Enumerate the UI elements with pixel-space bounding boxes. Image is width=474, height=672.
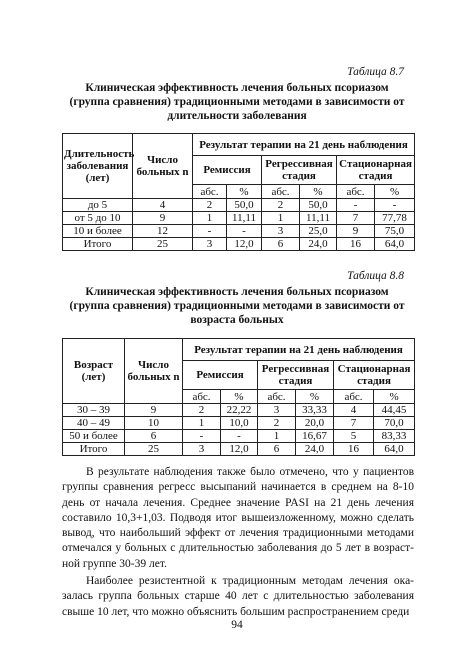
cell-c5: 70,0: [374, 417, 415, 430]
table-2-abs-1: абс.: [183, 390, 221, 404]
table-row: [63, 212, 415, 225]
cell-c5: 77,78: [375, 212, 415, 225]
cell-label: от 5 до 10: [63, 212, 133, 225]
cell-c4: 16: [337, 238, 375, 251]
table-1-title: Клиническая эффективность лечения больных псориазом (группа сравнения) традиционными методами в зависимости от длительности заболевания: [69, 82, 405, 122]
table-2-pct-2: %: [296, 390, 334, 404]
cell-label: Итого: [63, 238, 133, 251]
cell-c2: 1: [258, 430, 296, 443]
table-row: [63, 443, 415, 456]
table-2-number: Таблица 8.8: [347, 270, 404, 282]
text-line: ной группе 30-39 лет.: [62, 557, 167, 570]
table-2: [62, 338, 415, 456]
table-1-pct-2: %: [300, 185, 337, 199]
cell-c0: 2: [193, 199, 227, 212]
cell-c3: 11,11: [300, 212, 337, 225]
cell-c4: 5: [334, 430, 374, 443]
cell-c4: 4: [334, 404, 374, 417]
text-line: В результате наблюдения также было отмечено, что у пациентов: [86, 466, 414, 478]
cell-c4: 7: [334, 417, 374, 430]
table-2-header-count: Число больных n: [125, 339, 183, 404]
table-row: [63, 404, 415, 417]
cell-n: 4: [133, 199, 193, 212]
cell-c3: 16,67: [296, 430, 334, 443]
cell-label: до 5: [63, 199, 133, 212]
text-line: Наиболее резистентной к традиционным методам лечения ока-: [86, 575, 414, 587]
table-2-header-regress: Регрессивная стадия: [258, 361, 334, 390]
table-row: [63, 238, 415, 251]
cell-label: 40 – 49: [63, 417, 125, 430]
cell-c5: 83,33: [374, 430, 415, 443]
table-2-abs-3: абс.: [334, 390, 374, 404]
table-2-header-remission: Ремиссия: [183, 361, 258, 390]
cell-n: 25: [133, 238, 193, 251]
cell-c4: 9: [337, 225, 375, 238]
body-paragraph-2: [62, 574, 414, 620]
cell-c1: -: [227, 225, 262, 238]
cell-n: 10: [125, 417, 183, 430]
table-1-pct-3: %: [375, 185, 415, 199]
cell-c5: 64,0: [374, 443, 415, 456]
cell-c5: 44,45: [374, 404, 415, 417]
cell-c4: -: [337, 199, 375, 212]
table-row: [63, 199, 415, 212]
cell-c3: 24,0: [296, 443, 334, 456]
cell-c2: 3: [262, 225, 300, 238]
table-2-header-stationary: Стационарная стадия: [334, 361, 415, 390]
cell-c0: 1: [193, 212, 227, 225]
table-2-header-age: Возраст (лет): [63, 339, 125, 404]
text-line: группы сравнения регресс высыпаний начинается в среднем на 8-10: [62, 481, 414, 494]
text-line: отмечался у больных с длительностью заболевания до 5 лет в возраст-: [62, 542, 414, 555]
cell-label: Итого: [63, 443, 125, 456]
body-paragraph-1: [62, 465, 414, 572]
table-1-abs-3: абс.: [337, 185, 375, 199]
cell-c2: 3: [258, 404, 296, 417]
cell-c0: 3: [183, 443, 221, 456]
cell-c1: -: [221, 430, 258, 443]
cell-c3: 50,0: [300, 199, 337, 212]
cell-c0: 1: [183, 417, 221, 430]
cell-c1: 10,0: [221, 417, 258, 430]
table-2-pct-3: %: [374, 390, 415, 404]
table-1-pct-1: %: [227, 185, 262, 199]
cell-label: 30 – 39: [63, 404, 125, 417]
cell-n: 25: [125, 443, 183, 456]
cell-label: 50 и более: [63, 430, 125, 443]
table-1-header-count: Число больных n: [133, 134, 193, 199]
table-1-abs-2: абс.: [262, 185, 300, 199]
table-1-abs-1: абс.: [193, 185, 227, 199]
text-line: день от начала лечения. Среднее значение PASI на 21 день лечения: [62, 496, 414, 509]
cell-c1: 50,0: [227, 199, 262, 212]
cell-c0: 3: [193, 238, 227, 251]
cell-n: 9: [133, 212, 193, 225]
table-1-header-duration: Длительность заболевания (лет): [63, 134, 133, 199]
cell-c3: 33,33: [296, 404, 334, 417]
cell-n: 12: [133, 225, 193, 238]
cell-c5: -: [375, 199, 415, 212]
cell-c0: -: [183, 430, 221, 443]
cell-c2: 1: [262, 212, 300, 225]
table-2-header-result: Результат терапии на 21 день наблюдения: [183, 339, 415, 361]
table-2-title: Клиническая эффективность лечения больных псориазом (группа сравнения) традиционными методами в зависимости от возраста больных: [69, 286, 405, 326]
table-2-abs-2: абс.: [258, 390, 296, 404]
cell-c1: 22,22: [221, 404, 258, 417]
table-1-number: Таблица 8.7: [347, 66, 404, 78]
text-line: свыше 10 лет, что можно объяснить большим распространением среди: [62, 605, 410, 618]
cell-c2: 2: [258, 417, 296, 430]
table-1-header-regress: Регрессивная стадия: [262, 156, 337, 185]
table-1: [62, 133, 415, 251]
table-1-header-remission: Ремиссия: [193, 156, 262, 185]
text-line: вывод, что наибольший эффект от лечения традиционными методами: [62, 527, 414, 540]
table-1-header-stationary: Стационарная стадия: [337, 156, 415, 185]
table-row: [63, 430, 415, 443]
cell-c4: 7: [337, 212, 375, 225]
cell-c1: 12,0: [221, 443, 258, 456]
cell-c4: 16: [334, 443, 374, 456]
cell-c3: 20,0: [296, 417, 334, 430]
cell-c1: 12,0: [227, 238, 262, 251]
table-1-header-result: Результат терапии на 21 день наблюдения: [193, 134, 415, 156]
cell-n: 9: [125, 404, 183, 417]
page-number: 94: [231, 619, 243, 631]
cell-label: 10 и более: [63, 225, 133, 238]
table-row: [63, 225, 415, 238]
cell-c2: 2: [262, 199, 300, 212]
cell-c0: 2: [183, 404, 221, 417]
cell-n: 6: [125, 430, 183, 443]
cell-c3: 25,0: [300, 225, 337, 238]
text-line: залась группа больных старше 40 лет с длительностью заболевания: [62, 590, 414, 603]
cell-c5: 75,0: [375, 225, 415, 238]
cell-c1: 11,11: [227, 212, 262, 225]
table-2-pct-1: %: [221, 390, 258, 404]
cell-c2: 6: [258, 443, 296, 456]
cell-c5: 64,0: [375, 238, 415, 251]
cell-c3: 24,0: [300, 238, 337, 251]
text-line: составило 10,3+1,03. Подводя итог вышеизложенному, можно сделать: [62, 511, 414, 524]
table-row: [63, 417, 415, 430]
cell-c0: -: [193, 225, 227, 238]
cell-c2: 6: [262, 238, 300, 251]
